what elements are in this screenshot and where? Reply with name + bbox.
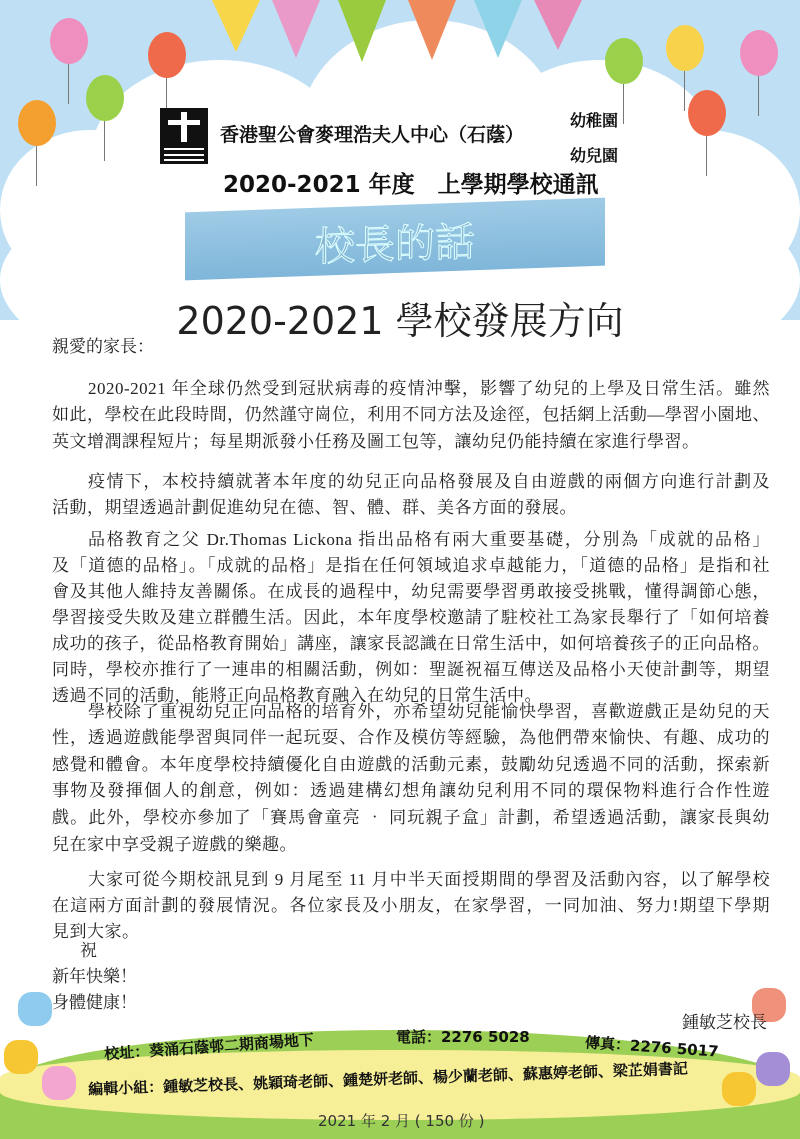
school-name: 香港聖公會麥理浩夫人中心（石蔭） <box>220 124 525 146</box>
paragraph-line: 成功的孩子，從品格教育開始」講座，讓家長認識在日常生活中，如何培養孩子的正向品格。 <box>52 634 770 653</box>
closing-new-year: 新年快樂！ <box>52 967 137 986</box>
paragraph-line: 大家可從今期校訊見到 9 月尾至 11 月中半天面授期間的學習及活動內容，以了解學校 <box>88 870 770 889</box>
paragraph-line: 在這兩方面計劃的發展情況。各位家長及小朋友，在家學習，一同加油、努力!期望下學期 <box>52 896 770 915</box>
cloud <box>610 130 800 290</box>
closing-health: 身體健康！ <box>52 993 137 1012</box>
paragraph-line: 透過不同的活動，能將正向品格教育融入在幼兒的日常生活中。 <box>52 686 542 705</box>
cloud <box>0 130 180 290</box>
signature: 鍾敏芝校長 <box>682 1013 767 1032</box>
paragraph-line: 見到大家。 <box>52 922 140 941</box>
school-address: 校址：葵涌石蔭邨二期商場地下 <box>103 1030 315 1064</box>
flower <box>42 1066 76 1100</box>
section-kindergarten: 幼稚園 <box>570 111 619 130</box>
banner-text: 校長的話 <box>315 219 475 271</box>
paragraph-line: 兒在家中享受親子遊戲的樂趣。 <box>52 835 297 854</box>
balloon <box>148 32 186 78</box>
balloon <box>50 18 88 64</box>
balloon <box>666 25 704 71</box>
paragraph-line: 學習接受失敗及建立群體生活。因此，本年度學校邀請了駐校社工為家長舉行了「如何培養 <box>52 608 770 627</box>
bunting-flag <box>212 0 260 52</box>
paragraph-line: 疫情下，本校持續就著本年度的幼兒正向品格發展及自由遊戲的兩個方向進行計劃及 <box>88 472 770 491</box>
balloon <box>740 30 778 76</box>
paragraph-line: 感覺和體會。本年度學校持續優化自由遊戲的活動元素，鼓勵幼兒透過不同的活動，探索新 <box>52 755 770 774</box>
paragraph-line: 同時，學校亦推行了一連串的相關活動，例如：聖誕祝福互傳送及品格小天使計劃等，期望 <box>52 660 770 679</box>
paragraph-line: 如此，學校在此段時間，仍然謹守崗位，利用不同方法及途徑，包括網上活動—學習小園地、 <box>52 405 770 424</box>
salutation: 親愛的家長： <box>52 337 154 356</box>
school-phone: 電話：2276 5028 <box>396 1028 530 1046</box>
flower <box>722 1072 756 1106</box>
paragraph-line: 戲。此外，學校亦參加了「賽馬會童亮 ‧ 同玩親子盒」計劃，希望透過活動，讓家長與幼 <box>52 808 770 827</box>
paragraph-line: 活動，期望透過計劃促進幼兒在德、智、體、群、美各方面的發展。 <box>52 498 577 517</box>
paragraph-line: 性，透過遊戲能學習與同伴一起玩耍、合作及模仿等經驗，為他們帶來愉快、有趣、成功的 <box>52 728 770 747</box>
flower <box>18 992 52 1026</box>
paragraph-line: 2020-2021 年全球仍然受到冠狀病毒的疫情沖擊，影響了幼兒的上學及日常生活。雖然 <box>88 379 770 398</box>
paragraph-line: 學校除了重視幼兒正向品格的培育外，亦希望幼兒能愉快學習，喜歡遊戲正是幼兒的天 <box>88 702 770 721</box>
balloon <box>605 38 643 84</box>
paragraph-line: 事物及發揮個人的創意，例如：透過建構幻想角讓幼兒利用不同的環保物料進行合作性遊 <box>52 781 770 800</box>
school-logo <box>160 108 208 164</box>
bunting-flag <box>408 0 456 60</box>
bunting-flag <box>474 0 522 58</box>
page-title: 2020-2021 學校發展方向 <box>176 299 624 343</box>
flower <box>4 1040 38 1074</box>
paragraph-line: 英文增潤課程短片；每星期派發小任務及圖工包等，讓幼兒仍能持續在家進行學習。 <box>52 432 700 451</box>
school-fax: 傳真：2276 5017 <box>584 1033 720 1061</box>
bunting-flag <box>534 0 582 50</box>
section-nursery: 幼兒園 <box>570 146 619 165</box>
balloon <box>86 75 124 121</box>
issue-date: 2021 年 2 月 ( 150 份 ) <box>318 1112 485 1130</box>
flower <box>756 1052 790 1086</box>
editorial-team: 編輯小組：鍾敏芝校長、姚穎琦老師、鍾楚妍老師、楊少蘭老師、蘇惠婷老師、梁芷娟書記 <box>87 1059 689 1099</box>
paragraph-line: 品格教育之父 Dr.Thomas Lickona 指出品格有兩大重要基礎，分別為「成就的品格」 <box>88 530 770 549</box>
paragraph-line: 會及其他人維持友善關係。在成長的過程中，幼兒需要學習勇敢接受挑戰，懂得調節心態， <box>52 582 770 601</box>
bunting-flag <box>272 0 320 58</box>
bunting-flag <box>338 0 386 62</box>
paragraph-line: 及「道德的品格」。「成就的品格」是指在任何領域追求卓越能力，「道德的品格」是指和社 <box>52 556 770 575</box>
balloon <box>688 90 726 136</box>
issue-title: 2020-2021 年度 上學期學校通訊 <box>223 172 599 198</box>
balloon <box>18 100 56 146</box>
closing-wish: 祝 <box>80 941 97 960</box>
